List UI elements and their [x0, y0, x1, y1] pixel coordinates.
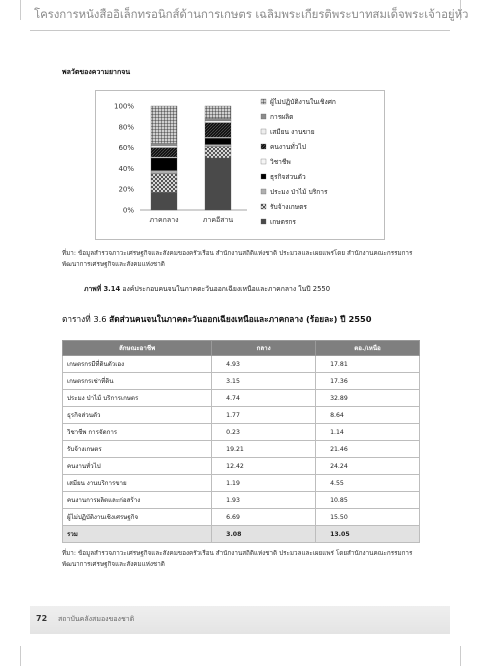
page-header — [0, 0, 480, 40]
bar-segment — [151, 170, 177, 173]
central-value-cell: 12.42 — [212, 458, 316, 475]
chart-canvas — [95, 90, 385, 240]
bar-segment — [205, 137, 231, 138]
northeast-value-cell: 8.64 — [316, 407, 420, 424]
occupation-cell: คนงานทั่วไป — [63, 458, 212, 475]
column-header-northeast: ตอ./เหนือ — [316, 341, 420, 356]
stacked-bar-chart — [95, 90, 385, 240]
column-header-central: กลาง — [212, 341, 316, 356]
y-tick-label: 100% — [113, 102, 134, 111]
northeast-value-cell: 32.89 — [316, 390, 420, 407]
table-row — [63, 458, 420, 475]
y-tick-label: 80% — [118, 123, 134, 132]
central-value-cell: 6.69 — [212, 509, 316, 526]
northeast-value-cell: 24.24 — [316, 458, 420, 475]
table-title — [62, 312, 372, 326]
northeast-value-cell: 1.14 — [316, 424, 420, 441]
table-row — [63, 475, 420, 492]
legend-swatch — [261, 174, 266, 179]
legend-label: รับจ้างเกษตร — [270, 203, 307, 211]
bar-segment — [151, 146, 177, 148]
figure-caption-label: ภาพที่ — [84, 285, 102, 293]
northeast-value-cell: 15.50 — [316, 509, 420, 526]
bar-segment — [151, 157, 177, 158]
bar-segment — [151, 106, 177, 143]
legend-label: วิชาชีพ — [270, 158, 291, 166]
legend-label: ผู้ไม่ปฏิบัติงานในเชิงศก — [270, 98, 336, 106]
table-title-number: 3.6 — [93, 314, 107, 324]
table-row — [63, 407, 420, 424]
crop-mark — [460, 646, 461, 666]
bar-segment — [151, 158, 177, 170]
central-value-cell: 1.19 — [212, 475, 316, 492]
occupation-cell: วิชาชีพ การจัดการ — [63, 424, 212, 441]
bar-segment — [151, 192, 177, 210]
occupation-cell: ผู้ไม่ปฏิบัติงานเชิงเศรษฐกิจ — [63, 509, 212, 526]
table-row — [63, 424, 420, 441]
table-row — [63, 441, 420, 458]
bar-segment — [205, 144, 231, 146]
table-total-row — [63, 526, 420, 543]
crop-mark — [20, 646, 21, 666]
legend-label: การผลิต — [270, 113, 294, 121]
table-row — [63, 373, 420, 390]
category-label: ภาคอีสาน — [202, 216, 234, 224]
legend-swatch — [261, 204, 266, 209]
occupation-cell: เสมียน งานบริการขาย — [63, 475, 212, 492]
bar-segment — [205, 138, 231, 144]
header-divider — [30, 30, 450, 31]
bar-segment — [151, 174, 177, 193]
footer-publisher: สถาบันคลังสมองของชาติ — [58, 615, 135, 623]
table-row — [63, 509, 420, 526]
y-tick-label: 40% — [118, 164, 134, 173]
y-tick-label: 60% — [118, 144, 134, 153]
legend-swatch — [261, 129, 266, 134]
table-header-row — [63, 341, 420, 356]
occupation-cell: รับจ้างเกษตร — [63, 441, 212, 458]
central-value-cell: 1.93 — [212, 492, 316, 509]
northeast-value-cell: 21.46 — [316, 441, 420, 458]
crop-mark — [20, 0, 21, 20]
northeast-value-cell: 17.36 — [316, 373, 420, 390]
figure-caption-number: 3.14 — [103, 285, 121, 293]
running-header-title: โครงการหนังสืออิเล็กทรอนิกส์ด้านการเกษตร เฉลิมพระเกียรติพระบาทสมเด็จพระเจ้าอยู่หัว — [34, 7, 469, 21]
legend-label: ประมง ป่าไม้ บริการ — [270, 188, 328, 196]
central-value-cell: 1.77 — [212, 407, 316, 424]
legend-label: เสมียน งานขาย — [270, 128, 315, 136]
page-number: 72 — [36, 614, 48, 623]
bar-segment — [205, 123, 231, 138]
occupation-cell: ประมง ป่าไม้ บริการเกษตร — [63, 390, 212, 407]
bar-segment — [151, 143, 177, 145]
legend-label: คนงานทั่วไป — [270, 143, 306, 151]
occupation-cell: ธุรกิจส่วนตัว — [63, 407, 212, 424]
central-value-cell: 4.93 — [212, 356, 316, 373]
section-heading: พลวัตของความยากจน — [62, 68, 131, 76]
central-value-cell: 19.21 — [212, 441, 316, 458]
bar-segment — [205, 158, 231, 210]
table-title-prefix: ตารางที่ — [62, 314, 91, 324]
legend-swatch — [261, 114, 266, 119]
bar-segment — [205, 106, 231, 118]
total-northeast-cell: 13.05 — [316, 526, 420, 543]
table-row — [63, 356, 420, 373]
legend-label: ธุรกิจส่วนตัว — [270, 173, 306, 181]
category-label: ภาคกลาง — [149, 216, 179, 224]
y-tick-label: 0% — [122, 206, 134, 215]
central-value-cell: 0.23 — [212, 424, 316, 441]
bar-segment — [151, 148, 177, 157]
table-source-note: ที่มา: ข้อมูลสำรวจภาวะเศรษฐกิจและสังคมของครัวเรือน สำนักงานสถิติแห่งชาติ ประมวลและเผยแพร่ โดยสำนักงานคณะกรรมการพัฒนาการเศรษฐกิจและสังคมแห่งชาติ — [62, 550, 413, 568]
figure-caption-text: องค์ประกอบคนจนในภาคตะวันออกเฉียงเหนือและภาคกลาง ในปี 2550 — [122, 285, 331, 293]
legend-swatch — [261, 219, 266, 224]
legend-label: เกษตรกร — [270, 218, 296, 226]
table-row — [63, 492, 420, 509]
figure-caption — [84, 283, 330, 294]
total-central-cell: 3.08 — [212, 526, 316, 543]
legend-swatch — [261, 189, 266, 194]
y-tick-label: 20% — [118, 185, 134, 194]
figure-source-note: ที่มา: ข้อมูลสำรวจภาวะเศรษฐกิจและสังคมของครัวเรือน สำนักงานสถิติแห่งชาติ ประมวลและเผยแพร่โดย สำนักงานคณะกรรมการพัฒนาการเศรษฐกิจและสังคมแห่งชาติ — [62, 250, 413, 268]
northeast-value-cell: 4.55 — [316, 475, 420, 492]
legend-swatch — [261, 159, 266, 164]
total-label-cell: รวม — [63, 526, 212, 543]
northeast-value-cell: 17.81 — [316, 356, 420, 373]
occupation-cell: เกษตรกรมีที่ดินตัวเอง — [63, 356, 212, 373]
legend-swatch — [261, 144, 266, 149]
bar-segment — [205, 121, 231, 123]
occupation-poverty-table — [62, 340, 420, 543]
table-title-text: สัดส่วนคนจนในภาคตะวันออกเฉียงเหนือและภาคกลาง (ร้อยละ) ปี 2550 — [109, 314, 372, 324]
bar-segment — [205, 118, 231, 120]
occupation-cell: เกษตรกรเช่าที่ดิน — [63, 373, 212, 390]
central-value-cell: 4.74 — [212, 390, 316, 407]
column-header-occupation: ลักษณะอาชีพ — [63, 341, 212, 356]
central-value-cell: 3.15 — [212, 373, 316, 390]
bar-segment — [205, 147, 231, 158]
occupation-cell: คนงานการผลิตและก่อสร้าง — [63, 492, 212, 509]
legend-swatch — [261, 99, 266, 104]
table-row — [63, 390, 420, 407]
northeast-value-cell: 10.85 — [316, 492, 420, 509]
